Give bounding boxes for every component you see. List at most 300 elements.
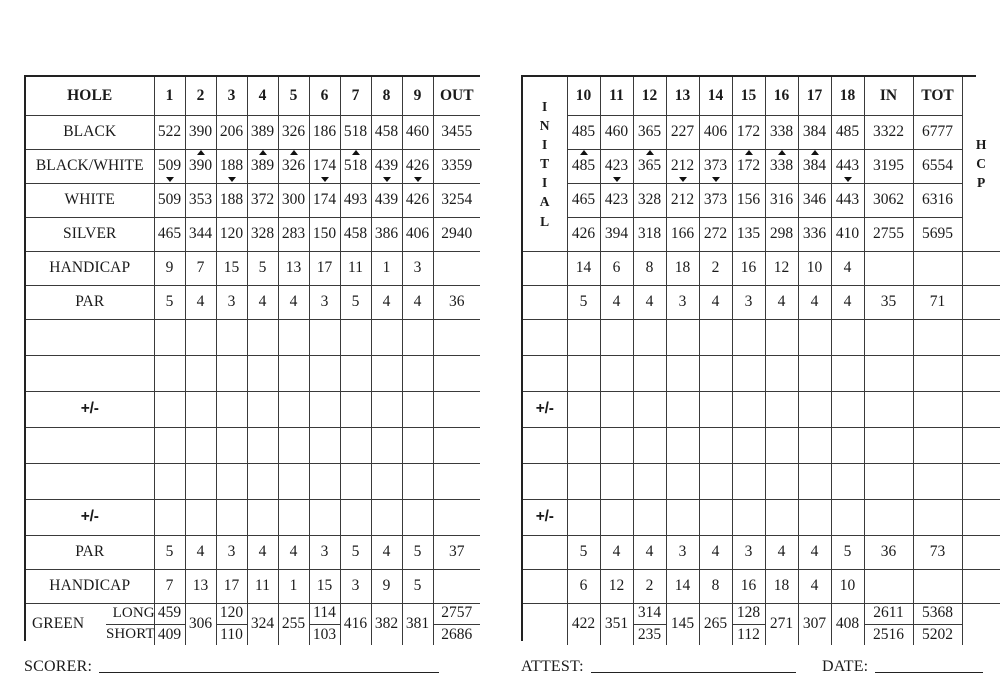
- back-score-cell[interactable]: [765, 499, 798, 535]
- front-score-cell[interactable]: [371, 355, 402, 391]
- front-score-cell[interactable]: [216, 499, 247, 535]
- back-yardage-cell: 172: [732, 149, 765, 183]
- back-score-cell[interactable]: [633, 391, 666, 427]
- back-yardage-cell: 423: [600, 183, 633, 217]
- front-score-cell[interactable]: [247, 427, 278, 463]
- back-yardage-cell: 485: [567, 149, 600, 183]
- in-header: IN: [864, 77, 913, 115]
- front-yardage-cell: 174: [309, 183, 340, 217]
- front-score-cell[interactable]: [216, 463, 247, 499]
- back-green-grand-total: 5368 5202: [913, 603, 962, 645]
- back-score-cell[interactable]: [765, 355, 798, 391]
- front-score-row[interactable]: [26, 463, 480, 499]
- front-score-cell[interactable]: [154, 391, 185, 427]
- front-tee-row: [26, 149, 480, 183]
- back-yardage-cell: 443: [831, 149, 864, 183]
- front-score-cell[interactable]: [340, 391, 371, 427]
- front-tee-row: [26, 183, 480, 217]
- front-score-cell[interactable]: [216, 355, 247, 391]
- front-handicap-bottom-cell: 17: [216, 569, 247, 603]
- back-score-cell-in[interactable]: [864, 355, 913, 391]
- front-green-cell: 324: [247, 603, 278, 645]
- back-yardage-cell: 394: [600, 217, 633, 251]
- back-score-cell[interactable]: [699, 355, 732, 391]
- front-yardage-cell: 389: [247, 115, 278, 149]
- back-yardage-cell: 365: [633, 115, 666, 149]
- back-score-cell[interactable]: [567, 391, 600, 427]
- back-score-cell-tot[interactable]: [913, 463, 962, 499]
- front-score-row[interactable]: [26, 499, 480, 535]
- back-score-cell[interactable]: [765, 427, 798, 463]
- front-score-cell[interactable]: [216, 319, 247, 355]
- back-score-cell[interactable]: [765, 463, 798, 499]
- back-score-cell-in[interactable]: [864, 391, 913, 427]
- front-hole-header-7: 7: [340, 77, 371, 115]
- front-green-split-cell: 114 103: [309, 603, 340, 645]
- back-score-cell-tot[interactable]: [913, 319, 962, 355]
- front-par-bottom-cell: 5: [340, 535, 371, 569]
- tee-name-white: WHITE: [26, 183, 154, 217]
- front-score-cell[interactable]: [340, 427, 371, 463]
- back-score-cell-tot[interactable]: [913, 391, 962, 427]
- back-score-cell-in[interactable]: [864, 319, 913, 355]
- back-par-cell: 4: [699, 285, 732, 319]
- back-par-cell: 5: [567, 285, 600, 319]
- front-score-cell[interactable]: [247, 499, 278, 535]
- front-par-cell: 5: [340, 285, 371, 319]
- front-yardage-cell: 188: [216, 183, 247, 217]
- front-yardage-cell: 283: [278, 217, 309, 251]
- back-score-cell[interactable]: [798, 391, 831, 427]
- front-score-cell[interactable]: [247, 319, 278, 355]
- back-yardage-cell: 443: [831, 183, 864, 217]
- back-score-cell[interactable]: [633, 319, 666, 355]
- front-score-cell[interactable]: [185, 391, 216, 427]
- front-score-out[interactable]: [433, 319, 480, 355]
- back-score-row[interactable]: [523, 391, 1000, 427]
- back-yardage-cell: 465: [567, 183, 600, 217]
- front-score-out[interactable]: [433, 499, 480, 535]
- back-yardage-cell: 338: [765, 115, 798, 149]
- back-score-cell[interactable]: [732, 391, 765, 427]
- front-score-cell[interactable]: [278, 499, 309, 535]
- front-yardage-cell: 390: [185, 149, 216, 183]
- back-hole-header-16: 16: [765, 77, 798, 115]
- back-score-cell[interactable]: [633, 427, 666, 463]
- front-yardage-cell: 509: [154, 183, 185, 217]
- front-yardage-cell: 188: [216, 149, 247, 183]
- front-score-cell[interactable]: [402, 319, 433, 355]
- back-row-label: [523, 463, 567, 499]
- front-yardage-cell: 326: [278, 115, 309, 149]
- back-score-cell[interactable]: [699, 427, 732, 463]
- attest-signature-line[interactable]: [591, 672, 796, 673]
- front-score-cell[interactable]: [371, 499, 402, 535]
- front-green-split-cell: 120 110: [216, 603, 247, 645]
- back-par-cell: 4: [798, 285, 831, 319]
- back-score-row[interactable]: [523, 319, 1000, 355]
- front-score-cell[interactable]: [371, 463, 402, 499]
- back-tee-in-total: 3195: [864, 149, 913, 183]
- back-score-row[interactable]: [523, 355, 1000, 391]
- back-handicap-bottom-cell: 2: [633, 569, 666, 603]
- back-par-top-row: [523, 285, 1000, 319]
- front-nine-table: [24, 75, 480, 641]
- back-row-label: [523, 251, 567, 285]
- back-handicap-cell: 10: [798, 251, 831, 285]
- front-par-cell: 4: [185, 285, 216, 319]
- front-score-cell[interactable]: [185, 499, 216, 535]
- hcp-cell[interactable]: [962, 427, 1000, 463]
- back-row-label: [523, 535, 567, 569]
- back-yardage-cell: 212: [666, 183, 699, 217]
- front-score-cell[interactable]: [309, 427, 340, 463]
- front-yardage-cell: 426: [402, 149, 433, 183]
- hcp-cell[interactable]: [962, 391, 1000, 427]
- front-yardage-cell: 426: [402, 183, 433, 217]
- hcp-cell[interactable]: [962, 499, 1000, 535]
- hcp-cell[interactable]: [962, 463, 1000, 499]
- front-hole-header-3: 3: [216, 77, 247, 115]
- back-score-cell[interactable]: [699, 499, 732, 535]
- front-score-cell[interactable]: [185, 319, 216, 355]
- back-handicap-bottom-cell: 10: [831, 569, 864, 603]
- front-score-cell[interactable]: [371, 427, 402, 463]
- back-score-cell[interactable]: [600, 463, 633, 499]
- back-score-cell[interactable]: [831, 463, 864, 499]
- front-hole-header-9: 9: [402, 77, 433, 115]
- front-hole-header-2: 2: [185, 77, 216, 115]
- tee-name-silver: SILVER: [26, 217, 154, 251]
- front-header-row: [26, 77, 480, 115]
- back-score-cell[interactable]: [600, 391, 633, 427]
- front-par-bottom-cell: 4: [371, 535, 402, 569]
- back-yardage-cell: 460: [600, 115, 633, 149]
- back-row-label: [523, 319, 567, 355]
- front-handicap-cell: 7: [185, 251, 216, 285]
- back-handicap-cell: 8: [633, 251, 666, 285]
- back-score-cell[interactable]: [798, 355, 831, 391]
- back-handicap-bottom-cell: 8: [699, 569, 732, 603]
- score-row-label: [26, 427, 154, 463]
- back-score-cell[interactable]: [699, 319, 732, 355]
- front-handicap-cell: 5: [247, 251, 278, 285]
- front-score-cell[interactable]: [402, 427, 433, 463]
- back-row-label: [523, 285, 567, 319]
- hcp-cell[interactable]: [962, 285, 1000, 319]
- back-score-cell[interactable]: [633, 463, 666, 499]
- front-yardage-cell: 518: [340, 149, 371, 183]
- front-score-cell[interactable]: [402, 463, 433, 499]
- front-score-cell[interactable]: [309, 391, 340, 427]
- front-score-out[interactable]: [433, 427, 480, 463]
- front-par-cell: 3: [309, 285, 340, 319]
- date-line[interactable]: [875, 672, 983, 673]
- back-score-cell[interactable]: [831, 355, 864, 391]
- attest-signature-row: [521, 658, 796, 676]
- back-score-cell[interactable]: [666, 391, 699, 427]
- green-label-cell: GREEN LONG SHORT: [26, 603, 154, 645]
- back-score-cell[interactable]: [633, 355, 666, 391]
- front-score-cell[interactable]: [309, 499, 340, 535]
- front-score-row[interactable]: [26, 319, 480, 355]
- back-score-cell[interactable]: [831, 391, 864, 427]
- back-score-cell[interactable]: [798, 319, 831, 355]
- front-score-cell[interactable]: [340, 499, 371, 535]
- back-score-cell-tot[interactable]: [913, 499, 962, 535]
- back-row-label: [523, 569, 567, 603]
- front-handicap-bottom-out: [433, 569, 480, 603]
- back-tee-row: [523, 183, 1000, 217]
- front-score-cell[interactable]: [340, 463, 371, 499]
- front-yardage-cell: 406: [402, 217, 433, 251]
- back-score-cell-in[interactable]: [864, 463, 913, 499]
- back-score-row[interactable]: [523, 463, 1000, 499]
- front-score-cell[interactable]: [247, 391, 278, 427]
- front-par-bottom-cell: 4: [247, 535, 278, 569]
- front-yardage-cell: 522: [154, 115, 185, 149]
- front-handicap-cell: 13: [278, 251, 309, 285]
- back-score-cell[interactable]: [567, 319, 600, 355]
- back-hole-header-13: 13: [666, 77, 699, 115]
- front-score-row[interactable]: [26, 355, 480, 391]
- front-score-cell[interactable]: [278, 355, 309, 391]
- back-yardage-cell: 227: [666, 115, 699, 149]
- front-yardage-cell: 518: [340, 115, 371, 149]
- back-score-cell[interactable]: [633, 499, 666, 535]
- front-score-cell[interactable]: [216, 391, 247, 427]
- front-score-out[interactable]: [433, 391, 480, 427]
- front-yardage-cell: 326: [278, 149, 309, 183]
- date-row: [822, 658, 983, 676]
- back-score-cell[interactable]: [732, 427, 765, 463]
- back-hole-header-15: 15: [732, 77, 765, 115]
- back-green-cell: 265: [699, 603, 732, 645]
- back-green-cell: 408: [831, 603, 864, 645]
- back-score-cell[interactable]: [798, 463, 831, 499]
- back-score-cell[interactable]: [666, 499, 699, 535]
- back-score-row[interactable]: [523, 499, 1000, 535]
- back-score-cell[interactable]: [666, 427, 699, 463]
- front-score-row[interactable]: [26, 391, 480, 427]
- back-tee-in-total: 3062: [864, 183, 913, 217]
- front-score-cell[interactable]: [278, 391, 309, 427]
- back-score-cell[interactable]: [831, 319, 864, 355]
- back-score-cell[interactable]: [600, 499, 633, 535]
- back-header-row: [523, 77, 1000, 115]
- back-score-cell[interactable]: [732, 463, 765, 499]
- back-yardage-cell: 373: [699, 149, 732, 183]
- back-handicap-bottom-cell: 6: [567, 569, 600, 603]
- front-score-cell[interactable]: [185, 427, 216, 463]
- front-score-cell[interactable]: [216, 427, 247, 463]
- front-hole-header-6: 6: [309, 77, 340, 115]
- back-score-cell[interactable]: [567, 355, 600, 391]
- hcp-cell[interactable]: [962, 535, 1000, 569]
- back-yardage-cell: 212: [666, 149, 699, 183]
- back-yardage-cell: 423: [600, 149, 633, 183]
- front-score-row[interactable]: [26, 427, 480, 463]
- front-yardage-cell: 390: [185, 115, 216, 149]
- initial-column[interactable]: I N I T I A L: [523, 77, 567, 251]
- front-par-cell: 4: [278, 285, 309, 319]
- front-score-cell[interactable]: [340, 319, 371, 355]
- back-handicap-cell: 16: [732, 251, 765, 285]
- front-par-bottom-cell: 3: [309, 535, 340, 569]
- back-score-cell[interactable]: [600, 355, 633, 391]
- front-score-cell[interactable]: [278, 463, 309, 499]
- front-score-cell[interactable]: [309, 355, 340, 391]
- back-par-bottom-cell: 3: [666, 535, 699, 569]
- front-par-cell: 4: [402, 285, 433, 319]
- back-score-cell[interactable]: [798, 499, 831, 535]
- front-score-cell[interactable]: [278, 319, 309, 355]
- front-par-cell: 5: [154, 285, 185, 319]
- front-score-cell[interactable]: [247, 355, 278, 391]
- front-yardage-cell: 328: [247, 217, 278, 251]
- back-handicap-top-row: [523, 251, 1000, 285]
- back-score-cell[interactable]: [831, 427, 864, 463]
- back-score-cell[interactable]: [567, 499, 600, 535]
- back-handicap-bottom-cell: 4: [798, 569, 831, 603]
- back-hole-header-10: 10: [567, 77, 600, 115]
- front-score-cell[interactable]: [154, 319, 185, 355]
- back-score-cell[interactable]: [567, 463, 600, 499]
- back-par-bottom-cell: 4: [699, 535, 732, 569]
- back-score-cell-tot[interactable]: [913, 355, 962, 391]
- hcp-column[interactable]: H C P: [962, 77, 1000, 251]
- back-handicap-bottom-cell-in: [864, 569, 913, 603]
- par-label-bottom: PAR: [26, 535, 154, 569]
- front-score-cell[interactable]: [247, 463, 278, 499]
- back-green-in-total: 2611 2516: [864, 603, 913, 645]
- back-yardage-cell: 406: [699, 115, 732, 149]
- hcp-cell[interactable]: [962, 603, 1000, 645]
- back-yardage-cell: 426: [567, 217, 600, 251]
- out-header: OUT: [433, 77, 480, 115]
- back-yardage-cell: 156: [732, 183, 765, 217]
- back-hole-header-17: 17: [798, 77, 831, 115]
- back-score-cell-tot[interactable]: [913, 427, 962, 463]
- back-green-cell: 271: [765, 603, 798, 645]
- front-handicap-cell: 17: [309, 251, 340, 285]
- back-yardage-cell: 410: [831, 217, 864, 251]
- front-score-cell[interactable]: [154, 463, 185, 499]
- front-score-cell[interactable]: [371, 391, 402, 427]
- back-score-cell[interactable]: [666, 319, 699, 355]
- front-score-cell[interactable]: [402, 499, 433, 535]
- front-score-cell[interactable]: [309, 319, 340, 355]
- front-score-cell[interactable]: [371, 319, 402, 355]
- back-score-cell[interactable]: [732, 355, 765, 391]
- front-green-cell: 255: [278, 603, 309, 645]
- front-handicap-bottom-cell: 3: [340, 569, 371, 603]
- front-par-bottom-cell: 5: [154, 535, 185, 569]
- front-tee-out-total: 3254: [433, 183, 480, 217]
- back-yardage-cell: 365: [633, 149, 666, 183]
- back-par-bottom-cell-in: 36: [864, 535, 913, 569]
- hcp-cell[interactable]: [962, 355, 1000, 391]
- back-score-cell[interactable]: [600, 427, 633, 463]
- front-handicap-out: [433, 251, 480, 285]
- front-handicap-cell: 1: [371, 251, 402, 285]
- hcp-cell[interactable]: [962, 319, 1000, 355]
- front-score-cell[interactable]: [309, 463, 340, 499]
- back-green-split-cell: 128 112: [732, 603, 765, 645]
- back-handicap-cell: 2: [699, 251, 732, 285]
- back-score-row[interactable]: [523, 427, 1000, 463]
- back-par-cell: 3: [732, 285, 765, 319]
- plus-minus-label: +/-: [26, 499, 154, 535]
- back-score-cell-in[interactable]: [864, 427, 913, 463]
- back-green-row: [523, 603, 1000, 645]
- back-score-cell[interactable]: [699, 463, 732, 499]
- back-score-cell[interactable]: [699, 391, 732, 427]
- front-score-cell[interactable]: [154, 427, 185, 463]
- back-handicap-bottom-cell: 12: [600, 569, 633, 603]
- front-score-out[interactable]: [433, 463, 480, 499]
- front-score-cell[interactable]: [154, 499, 185, 535]
- back-score-cell[interactable]: [831, 499, 864, 535]
- back-score-cell[interactable]: [666, 463, 699, 499]
- front-par-bottom-cell: 4: [278, 535, 309, 569]
- back-yardage-cell: 485: [831, 115, 864, 149]
- front-handicap-bottom-cell: 15: [309, 569, 340, 603]
- front-handicap-bottom-cell: 13: [185, 569, 216, 603]
- scorer-signature-line[interactable]: [99, 672, 439, 673]
- front-par-bottom-row: [26, 535, 480, 569]
- scorer-label: SCORER:: [24, 658, 93, 675]
- back-handicap-bottom-row: [523, 569, 1000, 603]
- front-yardage-cell: 372: [247, 183, 278, 217]
- front-par-bottom-out: 37: [433, 535, 480, 569]
- score-row-label: [26, 463, 154, 499]
- back-score-cell[interactable]: [765, 319, 798, 355]
- hcp-cell[interactable]: [962, 569, 1000, 603]
- back-tee-row: [523, 217, 1000, 251]
- front-score-cell[interactable]: [278, 427, 309, 463]
- front-score-cell[interactable]: [154, 355, 185, 391]
- back-score-cell[interactable]: [798, 427, 831, 463]
- back-score-cell[interactable]: [765, 391, 798, 427]
- front-score-cell[interactable]: [402, 391, 433, 427]
- front-green-row: [26, 603, 480, 645]
- front-score-cell[interactable]: [340, 355, 371, 391]
- back-yardage-cell: 384: [798, 115, 831, 149]
- front-score-cell[interactable]: [185, 463, 216, 499]
- front-score-cell[interactable]: [185, 355, 216, 391]
- back-handicap-cell: 18: [666, 251, 699, 285]
- back-hole-header-18: 18: [831, 77, 864, 115]
- hcp-cell[interactable]: [962, 251, 1000, 285]
- back-score-cell[interactable]: [600, 319, 633, 355]
- back-par-bottom-cell-tot: 73: [913, 535, 962, 569]
- front-tee-out-total: 2940: [433, 217, 480, 251]
- front-tee-row: [26, 115, 480, 149]
- back-score-cell-in[interactable]: [864, 499, 913, 535]
- back-score-cell[interactable]: [732, 499, 765, 535]
- score-row-label: [26, 319, 154, 355]
- back-par-bottom-cell: 5: [567, 535, 600, 569]
- back-score-cell[interactable]: [567, 427, 600, 463]
- front-score-out[interactable]: [433, 355, 480, 391]
- back-score-cell[interactable]: [666, 355, 699, 391]
- front-yardage-cell: 206: [216, 115, 247, 149]
- front-handicap-bottom-row: [26, 569, 480, 603]
- back-nine-table: [521, 75, 987, 643]
- back-score-cell[interactable]: [732, 319, 765, 355]
- front-score-cell[interactable]: [402, 355, 433, 391]
